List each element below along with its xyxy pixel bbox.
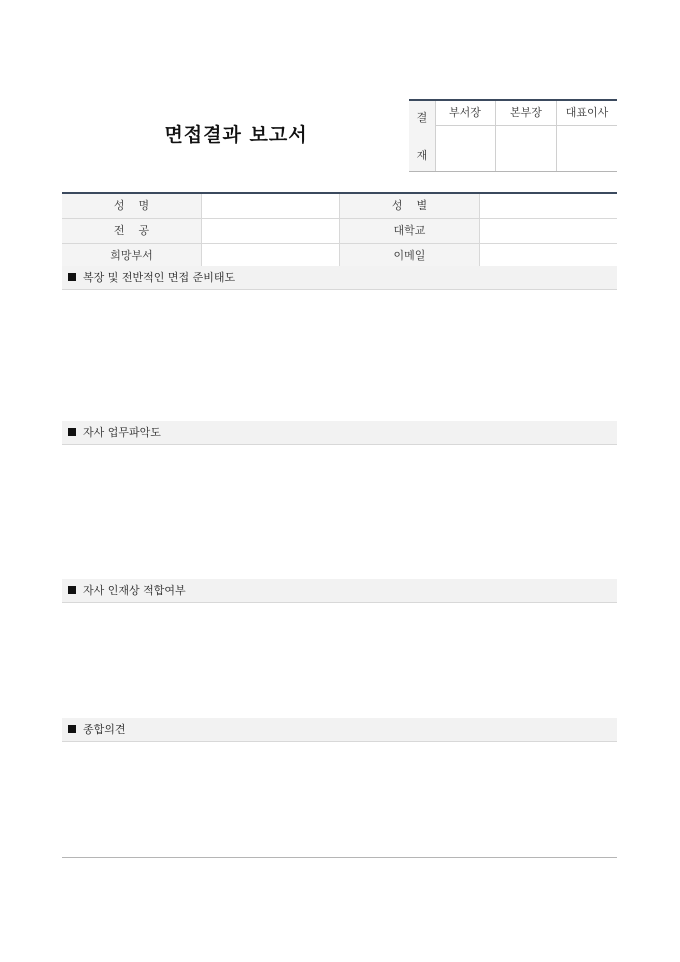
section-content-area[interactable] — [62, 603, 617, 717]
section-content-area[interactable] — [62, 742, 617, 856]
section-header — [62, 579, 617, 603]
name-label: 성 명 — [62, 194, 201, 218]
gender-field[interactable] — [479, 194, 617, 218]
major-label: 전 공 — [62, 219, 201, 243]
section-title: 복장 및 전반적인 면접 준비태도 — [83, 271, 236, 284]
bottom-divider — [62, 857, 617, 858]
approval-column-dept-head — [435, 101, 496, 171]
approval-column-division-head — [496, 101, 557, 171]
university-label: 대학교 — [340, 219, 479, 243]
email-label: 이메일 — [340, 244, 479, 268]
approval-column-ceo — [557, 101, 617, 171]
section-business-understanding — [62, 421, 617, 578]
gender-label: 성 별 — [340, 194, 479, 218]
approval-header: 대표이사 — [557, 101, 617, 126]
name-field[interactable] — [201, 194, 340, 218]
section-header — [62, 718, 617, 742]
table-row — [62, 219, 617, 244]
approval-box — [409, 99, 617, 172]
section-header — [62, 266, 617, 290]
approval-header: 본부장 — [496, 101, 556, 126]
approval-sign-box[interactable] — [496, 126, 556, 171]
section-header — [62, 421, 617, 445]
email-field[interactable] — [479, 244, 617, 268]
university-field[interactable] — [479, 219, 617, 243]
square-bullet-icon — [68, 428, 76, 436]
section-content-area[interactable] — [62, 290, 617, 421]
section-attitude — [62, 266, 617, 421]
approval-side-label — [409, 101, 436, 171]
approval-sign-box[interactable] — [435, 126, 495, 171]
desired-dept-field[interactable] — [201, 244, 340, 268]
square-bullet-icon — [68, 725, 76, 733]
section-title: 자사 업무파악도 — [83, 426, 161, 439]
approval-side-top: 결 — [416, 111, 428, 124]
table-row — [62, 194, 617, 219]
desired-dept-label: 희망부서 — [62, 244, 201, 268]
square-bullet-icon — [68, 586, 76, 594]
section-overall-opinion — [62, 718, 617, 856]
section-title: 종합의견 — [83, 723, 126, 736]
approval-header: 부서장 — [435, 101, 495, 126]
applicant-info-table — [62, 192, 617, 269]
section-title: 자사 인재상 적합여부 — [83, 584, 186, 597]
square-bullet-icon — [68, 273, 76, 281]
section-content-area[interactable] — [62, 445, 617, 578]
section-talent-fit — [62, 579, 617, 717]
page-title: 면접결과 보고서 — [164, 124, 308, 146]
approval-sign-box[interactable] — [557, 126, 617, 171]
major-field[interactable] — [201, 219, 340, 243]
approval-side-bottom: 재 — [416, 149, 428, 162]
